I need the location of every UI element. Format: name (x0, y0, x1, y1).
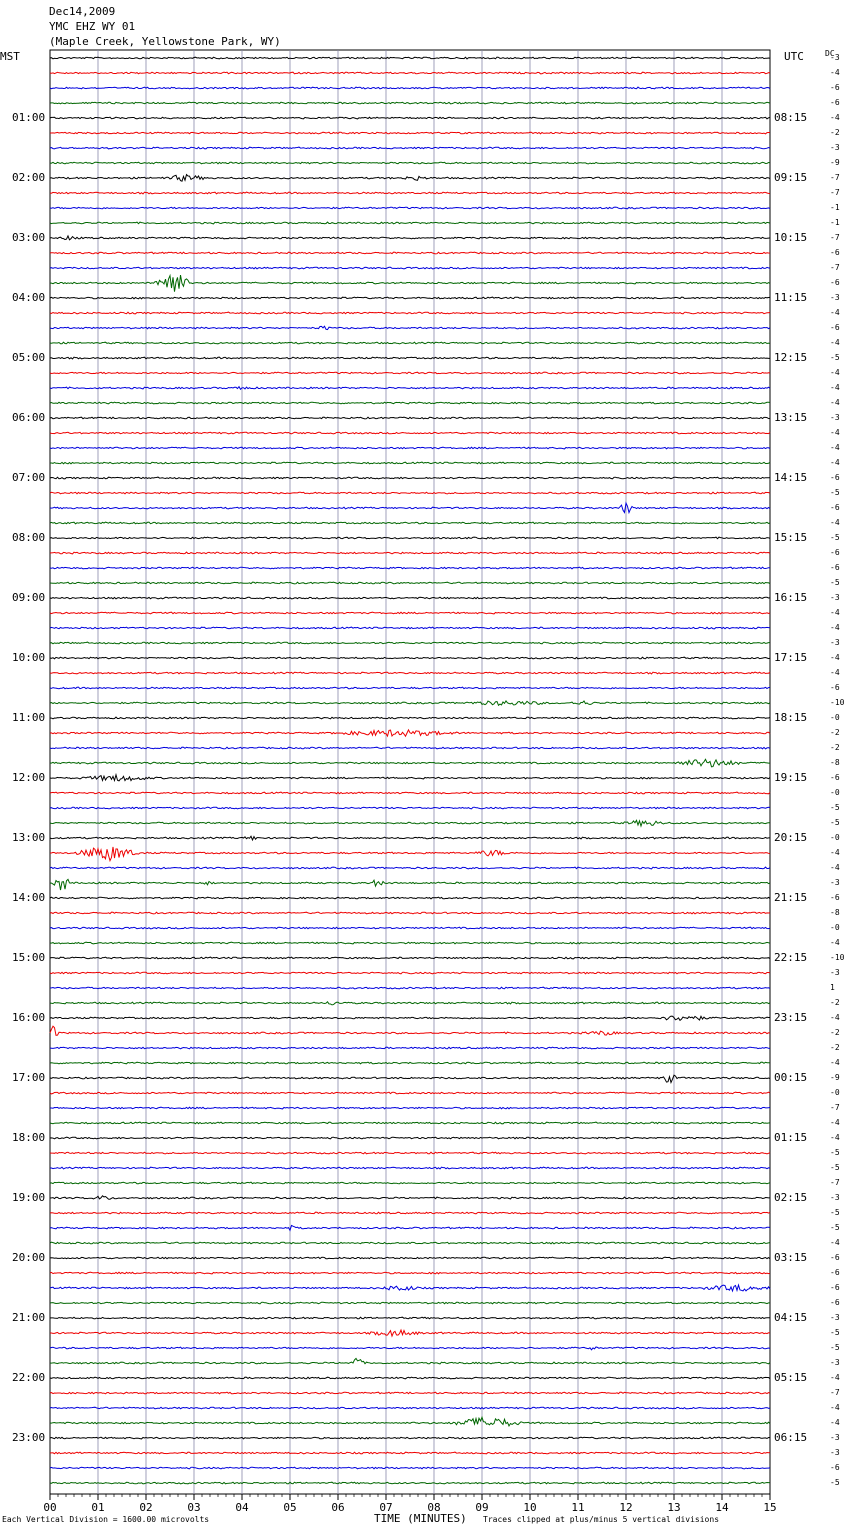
mst-hour-label: 21:00 (12, 1311, 46, 1324)
trace-line (50, 1137, 770, 1139)
dc-offset-label: -8 (830, 758, 840, 767)
trace-line (50, 1002, 770, 1005)
mst-hour-label: 19:00 (12, 1191, 46, 1204)
utc-hour-label: 21:15 (774, 891, 808, 904)
mst-axis-title: MST (0, 50, 20, 63)
trace-line (50, 1026, 770, 1035)
dc-offset-label: -1 (830, 218, 840, 227)
utc-hour-label: 03:15 (774, 1251, 808, 1264)
trace-line (50, 326, 770, 329)
trace-line (50, 357, 770, 359)
dc-offset-label: -7 (830, 188, 840, 197)
dc-offset-label: -8 (830, 908, 840, 917)
trace-line (50, 503, 770, 512)
mst-hour-label: 13:00 (12, 831, 46, 844)
utc-hour-label: 23:15 (774, 1011, 808, 1024)
dc-offset-label: -5 (830, 1328, 840, 1337)
utc-hour-label: 00:15 (774, 1071, 808, 1084)
trace-line (50, 175, 770, 182)
utc-hour-label: 17:15 (774, 651, 808, 664)
dc-offset-label: -2 (830, 1028, 840, 1037)
dc-offset-label: -4 (830, 1133, 840, 1142)
mst-hour-label: 08:00 (12, 531, 46, 544)
dc-offset-label: -5 (830, 533, 840, 542)
dc-offset-label: -4 (830, 428, 840, 437)
trace-line (50, 730, 770, 736)
dc-offset-label: -4 (830, 653, 840, 662)
trace-line (50, 537, 770, 539)
trace-line (50, 1167, 770, 1169)
mst-hour-label: 12:00 (12, 771, 46, 784)
dc-offset-label: -10 (830, 698, 845, 707)
dc-offset-label: -6 (830, 83, 840, 92)
trace-line (50, 747, 770, 749)
x-tick-label: 04 (235, 1501, 249, 1514)
dc-offset-label: -3 (830, 1358, 840, 1367)
trace-line (50, 701, 770, 705)
utc-hour-label: 11:15 (774, 291, 808, 304)
mst-hour-label: 04:00 (12, 291, 46, 304)
mst-hour-label: 09:00 (12, 591, 46, 604)
dc-offset-label: -4 (830, 1238, 840, 1247)
dc-offset-label: -5 (830, 488, 840, 497)
mst-hour-label: 03:00 (12, 231, 46, 244)
trace-line (50, 1092, 770, 1094)
trace-line (50, 897, 770, 899)
dc-offset-label: -6 (830, 1283, 840, 1292)
utc-hour-label: 13:15 (774, 411, 808, 424)
dc-offset-label: -4 (830, 938, 840, 947)
station-location: (Maple Creek, Yellowstone Park, WY) (49, 35, 281, 48)
dc-offset-label: -5 (830, 1223, 840, 1232)
utc-hour-label: 18:15 (774, 711, 808, 724)
dc-offset-label: -3 (830, 593, 840, 602)
dc-offset-label: -1 (830, 203, 840, 212)
trace-line (50, 912, 770, 914)
x-tick-label: 06 (331, 1501, 345, 1514)
dc-offset-label: -4 (830, 443, 840, 452)
trace-line (50, 117, 770, 119)
dc-offset-label: -3 (830, 1313, 840, 1322)
x-tick-label: 01 (91, 1501, 105, 1514)
mst-hour-label: 20:00 (12, 1251, 46, 1264)
utc-hour-label: 10:15 (774, 231, 808, 244)
dc-offset-label: -6 (830, 473, 840, 482)
dc-offset-label: -2 (830, 743, 840, 752)
x-tick-label: 02 (139, 1501, 153, 1514)
utc-hour-label: 04:15 (774, 1311, 808, 1324)
x-tick-label: 03 (187, 1501, 201, 1514)
dc-offset-label: -4 (830, 623, 840, 632)
scale-note: Each Vertical Division = 1600.00 microvolts (2, 1515, 210, 1524)
dc-offset-label: -4 (830, 848, 840, 857)
trace-line (50, 312, 770, 314)
dc-offset-label: -2 (830, 728, 840, 737)
dc-offset-label: -4 (830, 458, 840, 467)
dc-offset-label: -4 (830, 1418, 840, 1427)
trace-line (50, 672, 770, 674)
x-tick-label: 11 (571, 1501, 585, 1514)
trace-line (50, 1377, 770, 1379)
dc-offset-label: -4 (830, 608, 840, 617)
dc-offset-label: -5 (830, 353, 840, 362)
mst-hour-label: 14:00 (12, 891, 46, 904)
dc-offset-label: -5 (830, 578, 840, 587)
trace-line (50, 522, 770, 524)
dc-offset-label: -3 (830, 293, 840, 302)
trace-line (50, 1152, 770, 1154)
dc-offset-label: -7 (830, 173, 840, 182)
dc-offset-label: -6 (830, 248, 840, 257)
x-tick-label: 10 (523, 1501, 537, 1514)
utc-hour-label: 01:15 (774, 1131, 808, 1144)
dc-offset-label: -3 (830, 1448, 840, 1457)
trace-line (50, 1317, 770, 1319)
dc-offset-label: -4 (830, 368, 840, 377)
utc-hour-label: 16:15 (774, 591, 808, 604)
trace-line (50, 252, 770, 254)
trace-line (50, 492, 770, 494)
trace-line (50, 987, 770, 989)
utc-hour-label: 08:15 (774, 111, 808, 124)
trace-line (50, 759, 770, 767)
dc-offset-label: -5 (830, 803, 840, 812)
trace-line (50, 1107, 770, 1109)
trace-line (50, 582, 770, 584)
dc-offset-label: -3 (830, 143, 840, 152)
trace-line (50, 1047, 770, 1049)
trace-line (50, 147, 770, 149)
dc-offset-label: -0 (830, 833, 840, 842)
dc-offset-label: -4 (830, 863, 840, 872)
x-tick-label: 07 (379, 1501, 393, 1514)
dc-offset-label: -4 (830, 668, 840, 677)
mst-hour-label: 11:00 (12, 711, 46, 724)
x-tick-label: 05 (283, 1501, 297, 1514)
trace-line (50, 972, 770, 974)
trace-line (50, 222, 770, 224)
dc-offset-label: -5 (830, 1148, 840, 1157)
dc-offset-label: -4 (830, 518, 840, 527)
trace-line (50, 792, 770, 794)
trace-line (50, 1392, 770, 1394)
dc-offset-label: -5 (830, 1208, 840, 1217)
trace-line (50, 1212, 770, 1214)
x-tick-label: 08 (427, 1501, 441, 1514)
dc-offset-label: -6 (830, 1298, 840, 1307)
x-tick-label: 15 (763, 1501, 777, 1514)
utc-axis-title: UTC (784, 50, 804, 63)
trace-line (50, 132, 770, 134)
utc-hour-label: 22:15 (774, 951, 808, 964)
dc-offset-label: 1 (830, 983, 835, 992)
trace-line (50, 552, 770, 554)
dc-offset-label: -0 (830, 923, 840, 932)
dc-offset-label: -3 (830, 968, 840, 977)
trace-line (50, 417, 770, 419)
trace-line (50, 57, 770, 59)
dc-offset-label: -4 (830, 1118, 840, 1127)
dc-offset-label: -4 (830, 308, 840, 317)
trace-line (50, 1437, 770, 1439)
trace-line (50, 372, 770, 374)
dc-offset-label: -4 (830, 113, 840, 122)
utc-hour-label: 09:15 (774, 171, 808, 184)
dc-offset-label: -4 (830, 1403, 840, 1412)
mst-hour-label: 18:00 (12, 1131, 46, 1144)
dc-offset-label: -5 (830, 818, 840, 827)
dc-offset-label: -7 (830, 1178, 840, 1187)
dc-offset-label: -4 (830, 68, 840, 77)
utc-hour-label: 06:15 (774, 1431, 808, 1444)
trace-line (50, 597, 770, 599)
utc-hour-label: 14:15 (774, 471, 808, 484)
plot-frame (50, 50, 770, 1494)
trace-line (50, 717, 770, 719)
trace-line (50, 847, 770, 861)
trace-line (50, 87, 770, 89)
dc-offset-label: -3 (830, 878, 840, 887)
trace-line (50, 612, 770, 614)
trace-line (50, 275, 770, 292)
trace-line (50, 1122, 770, 1124)
trace-line (50, 807, 770, 809)
trace-line (50, 1075, 770, 1082)
dc-offset-label: -9 (830, 1073, 840, 1082)
trace-line (50, 1226, 770, 1231)
trace-line (50, 297, 770, 299)
dc-offset-label: -9 (830, 158, 840, 167)
trace-line (50, 1062, 770, 1064)
trace-line (50, 1016, 770, 1020)
clip-note: Traces clipped at plus/minus 5 vertical divisions (483, 1515, 720, 1524)
dc-offset-label: -7 (830, 1103, 840, 1112)
mst-hour-label: 01:00 (12, 111, 46, 124)
dc-offset-label: -6 (830, 683, 840, 692)
mst-hour-label: 10:00 (12, 651, 46, 664)
trace-line (50, 836, 770, 840)
trace-line (50, 236, 770, 240)
mst-hour-label: 22:00 (12, 1371, 46, 1384)
dc-offset-label: -6 (830, 1268, 840, 1277)
dc-offset-label: -0 (830, 713, 840, 722)
dc-offset-label: -3 (830, 1433, 840, 1442)
trace-line (50, 927, 770, 929)
dc-offset-label: -7 (830, 263, 840, 272)
trace-line (50, 402, 770, 404)
trace-line (50, 267, 770, 269)
trace-line (50, 957, 770, 959)
trace-line (50, 567, 770, 569)
trace-line (50, 1272, 770, 1274)
dc-offset-label: -4 (830, 1373, 840, 1382)
dc-offset-label: -0 (830, 1088, 840, 1097)
trace-line (50, 1302, 770, 1304)
trace-line (50, 1452, 770, 1454)
trace-line (50, 1257, 770, 1259)
trace-line (50, 1182, 770, 1184)
mst-hour-label: 16:00 (12, 1011, 46, 1024)
trace-line (50, 1467, 770, 1469)
mst-hour-label: 05:00 (12, 351, 46, 364)
x-tick-label: 09 (475, 1501, 489, 1514)
dc-offset-label: -6 (830, 98, 840, 107)
utc-hour-label: 19:15 (774, 771, 808, 784)
trace-line (50, 477, 770, 479)
dc-offset-label: -6 (830, 1253, 840, 1262)
dc-offset-label: -2 (830, 998, 840, 1007)
trace-line (50, 1285, 770, 1291)
dc-offset-label: -6 (830, 1463, 840, 1472)
mst-hour-label: 23:00 (12, 1431, 46, 1444)
trace-line (50, 879, 770, 890)
utc-hour-label: 15:15 (774, 531, 808, 544)
trace-line (50, 342, 770, 344)
dc-offset-label: -4 (830, 383, 840, 392)
mst-hour-label: 07:00 (12, 471, 46, 484)
dc-offset-label: -2 (830, 128, 840, 137)
trace-line (50, 657, 770, 659)
trace-line (50, 1358, 770, 1364)
trace-line (50, 387, 770, 390)
dc-offset-label: -6 (830, 548, 840, 557)
trace-line (50, 627, 770, 629)
dc-offset-label: -6 (830, 503, 840, 512)
dc-offset-label: -4 (830, 398, 840, 407)
mst-hour-label: 15:00 (12, 951, 46, 964)
trace-line (50, 192, 770, 194)
trace-line (50, 462, 770, 464)
trace-line (50, 447, 770, 449)
dc-offset-label: -6 (830, 893, 840, 902)
dc-offset-label: -6 (830, 278, 840, 287)
trace-line (50, 942, 770, 944)
dc-offset-label: -5 (830, 1163, 840, 1172)
plot-date: Dec14,2009 (49, 5, 116, 18)
dc-offset-label: -5 (830, 1343, 840, 1352)
dc-offset-label: -2 (830, 1043, 840, 1052)
x-tick-label: 13 (667, 1501, 681, 1514)
trace-line (50, 775, 770, 781)
trace-line (50, 687, 770, 689)
mst-hour-label: 17:00 (12, 1071, 46, 1084)
dc-offset-title: DC (825, 49, 835, 58)
trace-line (50, 642, 770, 644)
station-code: YMC EHZ WY 01 (49, 20, 136, 33)
trace-line (50, 1417, 770, 1426)
x-tick-label: 12 (619, 1501, 633, 1514)
trace-line (50, 867, 770, 869)
trace-line (50, 1407, 770, 1409)
dc-offset-label: -5 (830, 1478, 840, 1487)
dc-offset-label: -4 (830, 338, 840, 347)
dc-offset-label: -4 (830, 1058, 840, 1067)
dc-offset-label: -0 (830, 788, 840, 797)
dc-offset-label: -6 (830, 323, 840, 332)
trace-line (50, 207, 770, 209)
trace-line (50, 820, 770, 826)
trace-line (50, 432, 770, 434)
dc-offset-label: -4 (830, 1013, 840, 1022)
dc-offset-label: -3 (830, 53, 840, 62)
trace-line (50, 1482, 770, 1484)
dc-offset-label: -10 (830, 953, 845, 962)
dc-offset-label: -7 (830, 233, 840, 242)
trace-line (50, 1330, 770, 1336)
trace-line (50, 72, 770, 74)
mst-hour-label: 02:00 (12, 171, 46, 184)
utc-hour-label: 12:15 (774, 351, 808, 364)
utc-hour-label: 02:15 (774, 1191, 808, 1204)
dc-offset-label: -6 (830, 563, 840, 572)
trace-line (50, 102, 770, 104)
mst-hour-label: 06:00 (12, 411, 46, 424)
dc-offset-label: -3 (830, 1193, 840, 1202)
trace-line (50, 1347, 770, 1350)
trace-line (50, 162, 770, 164)
x-axis-title: TIME (MINUTES) (374, 1512, 467, 1525)
x-tick-label: 14 (715, 1501, 729, 1514)
dc-offset-label: -6 (830, 773, 840, 782)
trace-line (50, 1242, 770, 1244)
dc-offset-label: -7 (830, 1388, 840, 1397)
utc-hour-label: 20:15 (774, 831, 808, 844)
trace-line (50, 1196, 770, 1199)
utc-hour-label: 05:15 (774, 1371, 808, 1384)
dc-offset-label: -3 (830, 638, 840, 647)
x-tick-label: 00 (43, 1501, 57, 1514)
dc-offset-label: -3 (830, 413, 840, 422)
